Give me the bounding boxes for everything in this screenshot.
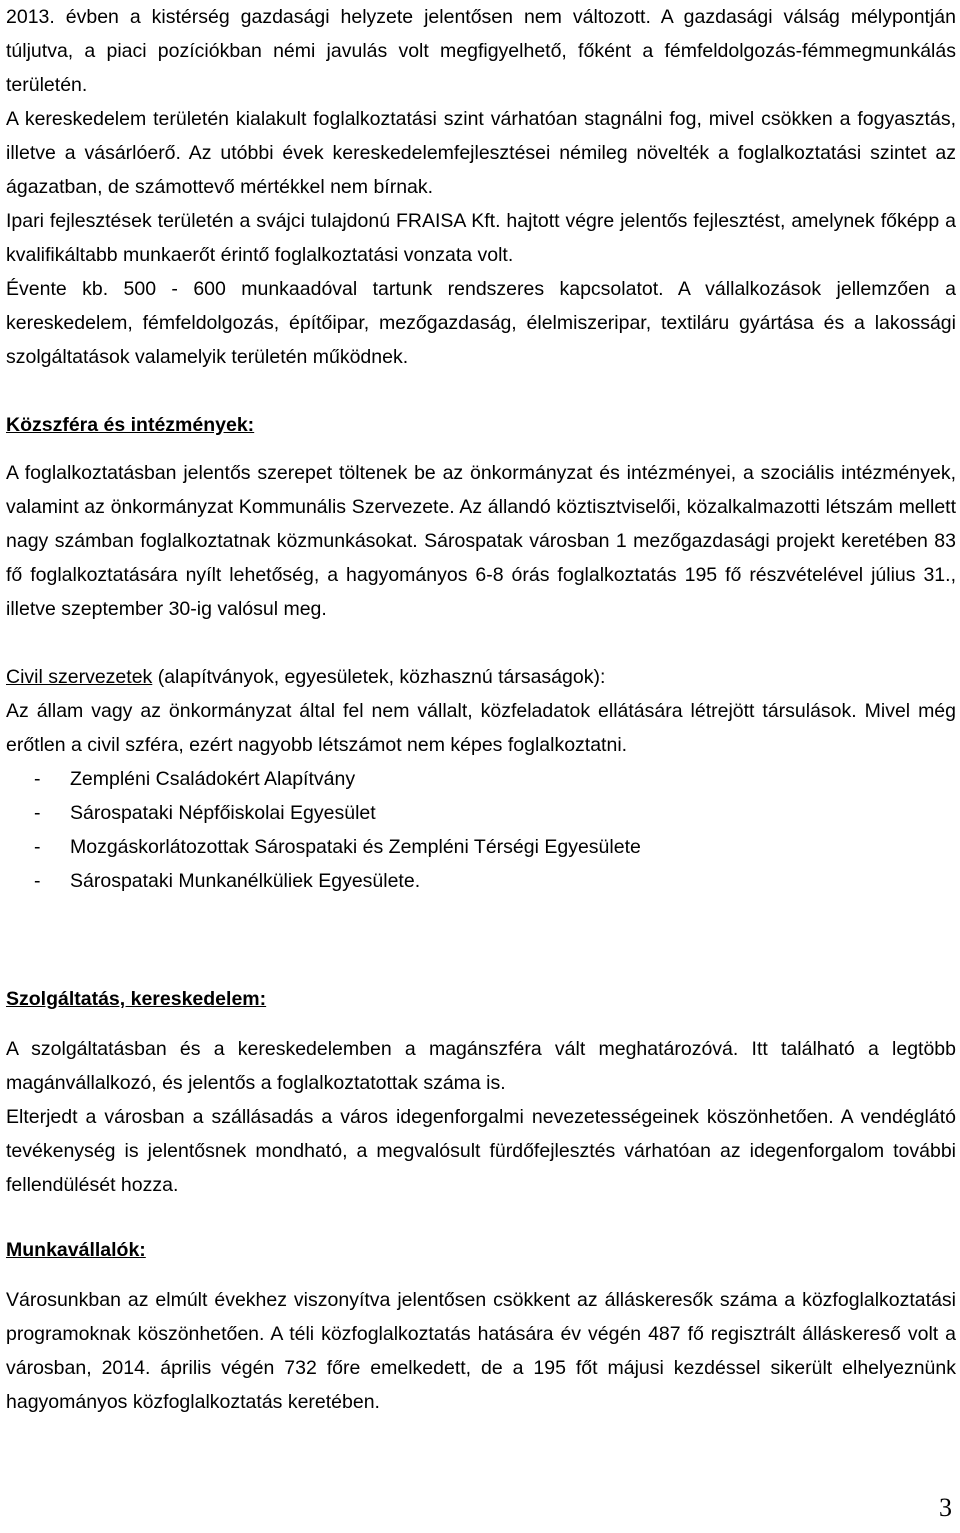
spacer — [6, 626, 956, 660]
employees-text: Városunkban az elmúlt évekhez viszonyítva jelentősen csökkent az álláskeresők száma a közfoglalkoztatási programoknak köszönhetően. A téli közfoglalkoztatás hatására év végén 487 fő regisztrált álláskereső volt a városban, 2014. április végén 732 főre emelkedett, de a 195 főt májusi kezdéssel sikerült elhelyeznünk hagyományos közfoglalkoztatás keretében. — [6, 1289, 956, 1413]
spacer — [6, 374, 956, 408]
list-item-text: Sárospataki Népfőiskolai Egyesület — [70, 802, 376, 824]
list-marker: - — [34, 870, 41, 892]
public-sector-heading: Közszféra és intézmények: — [6, 414, 255, 436]
intro-paragraph-3: Ipari fejlesztések területén a svájci tulajdonú FRAISA Kft. hajtott végre jelentős fejlesztést, amelynek főképp a kvalifikáltabb munkaerőt érintő foglalkoztatási vonzata volt. — [6, 210, 956, 266]
list-item — [6, 796, 956, 830]
spacer — [6, 1267, 956, 1283]
intro-paragraph-1: 2013. évben a kistérség gazdasági helyzete jelentősen nem változott. A gazdasági válság mélypontján túljutva, a piaci pozíciókban némi javulás volt megfigyelhető, főként a fémfeldolgozás-fémmegmunkálás területén. — [6, 6, 956, 96]
civil-heading-rest: (alapítványok, egyesületek, közhasznú társaságok): — [152, 666, 606, 688]
list-item — [6, 830, 956, 864]
list-marker: - — [34, 836, 41, 858]
public-sector-text: A foglalkoztatásban jelentős szerepet töltenek be az önkormányzat és intézményei, a szociális intézmények, valamint az önkormányzat Kommunális Szervezete. Az állandó köztisztviselői, közalkalmazotti létszám mellett nagy számban foglalkoztatnak közmunkásokat. Sárospatak városban 1 mezőgazdasági projekt keretében 83 fő foglalkoztatására nyílt lehetőség, a hagyományos 6-8 órás foglalkoztatás 195 fő részvételével július 31., illetve szeptember 30-ig valósul meg. — [6, 462, 956, 620]
spacer — [6, 442, 956, 456]
list-marker: - — [34, 802, 41, 824]
civil-heading — [6, 660, 956, 694]
spacer — [6, 1016, 956, 1032]
civil-text: Az állam vagy az önkormányzat által fel nem vállalt, közfeladatok ellátására létrejött társulások. Mivel még erőtlen a civil szféra, ezért nagyobb létszámot nem képes foglalkoztatni. — [6, 700, 956, 756]
list-item-text: Mozgáskorlátozottak Sárospataki és Zempléni Térségi Egyesülete — [70, 836, 641, 858]
list-item-text: Zempléni Családokért Alapítvány — [70, 768, 356, 790]
services-paragraph-1: A szolgáltatásban és a kereskedelemben a magánszféra vált meghatározóvá. Itt található a legtöbb magánvállalkozó, és jelentős a foglalkoztatottak száma is. — [6, 1038, 956, 1094]
list-item — [6, 864, 956, 898]
intro-paragraph-2: A kereskedelem területén kialakult foglalkoztatási szint várhatóan stagnálni fog, mivel csökken a fogyasztás, illetve a vásárlóerő. Az utóbbi évek kereskedelemfejlesztései némileg növelték a foglalkoztatási szintet az ágazatban, de számottevő mértékkel nem bírnak. — [6, 108, 956, 198]
services-paragraph-2: Elterjedt a városban a szállásadás a város idegenforgalmi nevezetességeinek köszönhetően. A vendéglátó tevékenység is jelentősnek mondható, a megvalósult fürdőfejlesztés várhatóan az idegenforgalom további fellendülését hozza. — [6, 1106, 956, 1196]
civil-heading-underlined: Civil szervezetek — [6, 666, 153, 688]
list-item-text: Sárospataki Munkanélküliek Egyesülete. — [70, 870, 421, 892]
page-number: 3 — [939, 1493, 952, 1522]
intro-paragraph-4: Évente kb. 500 - 600 munkaadóval tartunk rendszeres kapcsolatot. A vállalkozások jellemzően a kereskedelem, fémfeldolgozás, építőipar, mezőgazdaság, élelmiszeripar, textiláru gyártása és a lakossági szolgáltatások valamelyik területén működnek. — [6, 278, 956, 368]
list-marker: - — [34, 768, 41, 790]
civil-organizations-list — [6, 762, 956, 898]
employees-heading: Munkavállalók: — [6, 1239, 146, 1261]
spacer — [6, 898, 956, 982]
list-item — [6, 762, 956, 796]
spacer — [6, 1202, 956, 1233]
document-page — [6, 0, 956, 1419]
services-heading: Szolgáltatás, kereskedelem: — [6, 988, 267, 1010]
